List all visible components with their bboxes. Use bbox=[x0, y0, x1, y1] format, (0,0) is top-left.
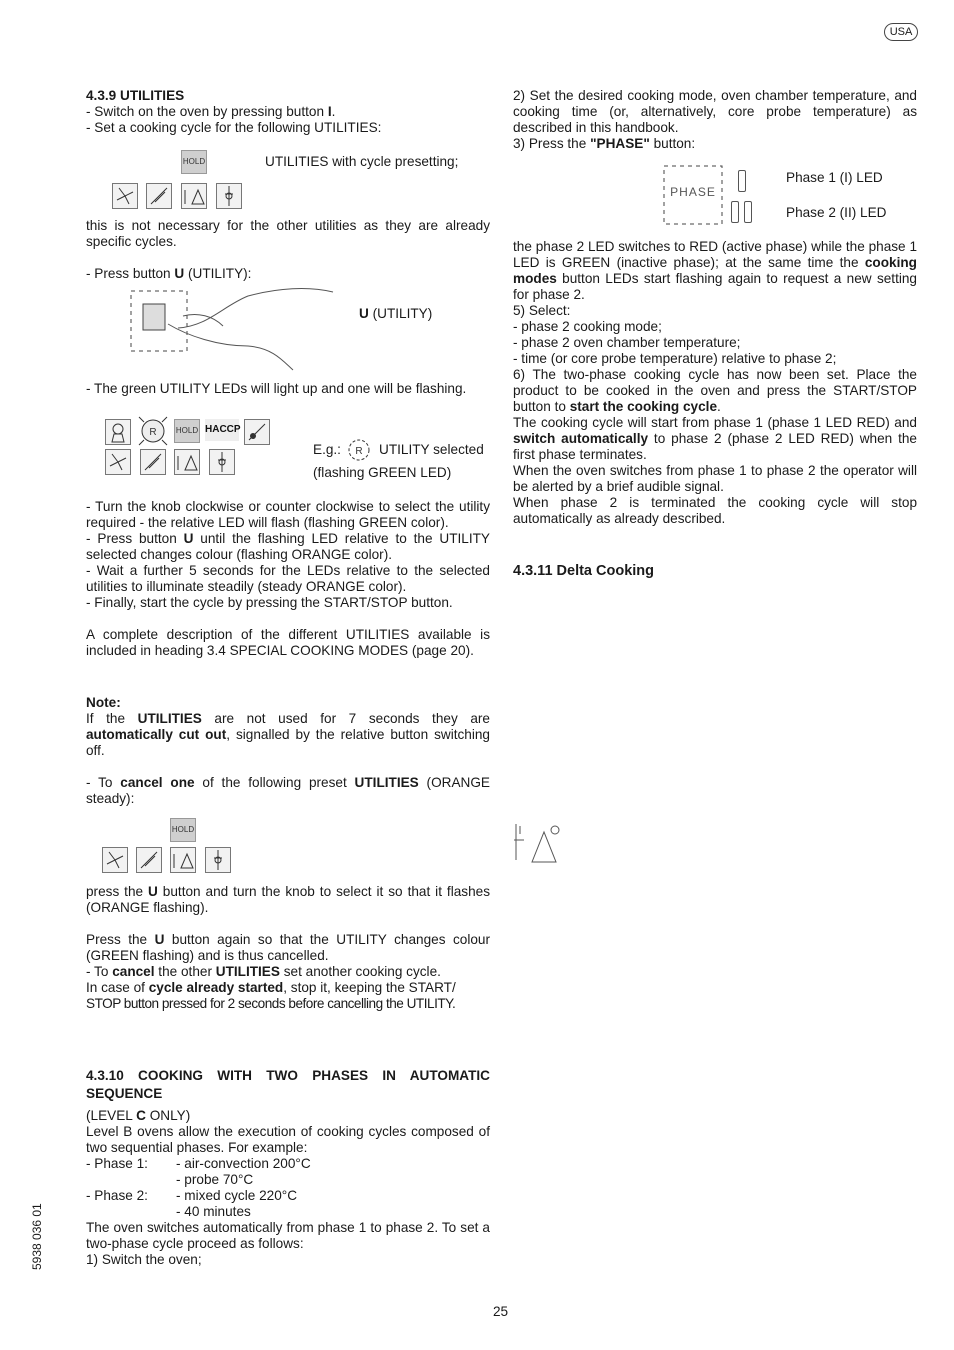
section-4-3-11-title: 4.3.11 Delta Cooking bbox=[513, 563, 655, 579]
paragraph: this is not necessary for the other utilities as they are already specific cycles. bbox=[86, 218, 490, 249]
paragraph: 2) Set the desired cooking mode, oven chamber temperature, and cooking time (or, alternatively, core probe temperature) as described in this handbook. bbox=[513, 88, 917, 135]
paragraph: - Switch on the oven by pressing button I. bbox=[86, 104, 336, 119]
svg-text:R: R bbox=[149, 427, 157, 438]
utility-button-icon bbox=[136, 414, 170, 448]
phase-button-label: PHASE bbox=[670, 185, 716, 199]
paragraph: - To cancel the other UTILITIES set another cooking cycle. bbox=[86, 964, 441, 979]
delta-icon bbox=[170, 847, 196, 873]
phase-2-value: - 40 minutes bbox=[176, 1204, 251, 1219]
haccp-button: HACCP bbox=[205, 419, 239, 441]
fan-icon bbox=[105, 449, 131, 475]
svg-text:R: R bbox=[355, 446, 363, 457]
paragraph: - Press button U (UTILITY): bbox=[86, 266, 252, 281]
section-4-3-10-title: 4.3.10 COOKING WITH TWO PHASES IN AUTOMATIC SEQUENCE bbox=[86, 1068, 490, 1101]
phase-1-led bbox=[738, 170, 746, 192]
cleaning-icon bbox=[244, 419, 270, 445]
figure-caption: UTILITY selected bbox=[379, 442, 484, 457]
phase-2-led-b bbox=[744, 201, 752, 223]
phase-1-value: - air-convection 200°C bbox=[176, 1156, 311, 1171]
paragraph: When the oven switches from phase 1 to phase 2 the operator will be alerted by a brief audible signal. bbox=[513, 463, 917, 494]
hold-button: HOLD bbox=[170, 818, 196, 842]
list-item: - phase 2 oven chamber temperature; bbox=[513, 335, 741, 350]
document-number: 5938 036 01 bbox=[30, 1203, 44, 1270]
delta-cooking-icon bbox=[512, 820, 562, 866]
paragraph: A complete description of the different UTILITIES available is included in heading 3.4 SPECIAL COOKING MODES (page 20). bbox=[86, 627, 490, 658]
paragraph: - To cancel one of the following preset UTILITIES (ORANGE steady): bbox=[86, 775, 491, 806]
paragraph: - Turn the knob clockwise or counter clockwise to select the utility required - the relative LED will flash (flashing GREEN color). bbox=[86, 499, 490, 530]
probe-icon bbox=[205, 847, 231, 873]
figure-caption: U (UTILITY) bbox=[359, 306, 433, 321]
phase-2-value: - mixed cycle 220°C bbox=[176, 1188, 298, 1203]
figure-caption: (flashing GREEN LED) bbox=[313, 465, 452, 480]
section-4-3-9-title: 4.3.9 UTILITIES bbox=[86, 88, 185, 103]
region-badge: USA bbox=[884, 23, 918, 41]
list-item: - time (or core probe temperature) relative to phase 2; bbox=[513, 351, 837, 366]
hold-button: HOLD bbox=[174, 419, 200, 443]
hold-button: HOLD bbox=[181, 150, 207, 174]
paragraph: 3) Press the "PHASE" button: bbox=[513, 136, 696, 151]
paragraph: 5) Select: bbox=[513, 303, 571, 318]
phase-2-led-a bbox=[731, 201, 739, 223]
paragraph: the phase 2 LED switches to RED (active phase) while the phase 1 LED is GREEN (inactive phase); at the same time the cooking modes button LEDs start flashing again to request a new setting for phase 2. bbox=[513, 239, 917, 302]
mixed-cycle-icon bbox=[136, 847, 162, 873]
probe-icon bbox=[209, 449, 235, 475]
mixed-cycle-icon bbox=[146, 183, 172, 209]
paragraph: Press the U button again so that the UTILITY changes colour (GREEN flashing) and is thus cancelled. bbox=[86, 932, 491, 963]
paragraph: 1) Switch the oven; bbox=[86, 1252, 202, 1267]
paragraph: - Wait a further 5 seconds for the LEDs relative to the selected utilities to illuminate steadily (steady ORANGE color). bbox=[86, 563, 490, 594]
paragraph: press the U button and turn the knob to select it so that it flashes (ORANGE flashing). bbox=[86, 884, 490, 915]
paragraph: - The green UTILITY LEDs will light up and one will be flashing. bbox=[86, 381, 467, 396]
paragraph: - Press button U until the flashing LED relative to the UTILITY selected changes colour (flashing ORANGE color). bbox=[86, 531, 490, 562]
phase-2-led-label: Phase 2 (II) LED bbox=[786, 205, 887, 220]
figure-caption: UTILITIES with cycle presetting; bbox=[265, 154, 459, 169]
phase-2-label: - Phase 2: bbox=[86, 1188, 148, 1203]
paragraph: In case of cycle already started, stop it, keeping the START/ bbox=[86, 980, 456, 995]
utility-selected-icon bbox=[343, 434, 375, 466]
paragraph: STOP button pressed for 2 seconds before cancelling the UTILITY. bbox=[86, 996, 456, 1011]
paragraph: Level B ovens allow the execution of cooking cycles composed of two sequential phases. For example: bbox=[86, 1124, 490, 1155]
list-item: - phase 2 cooking mode; bbox=[513, 319, 662, 334]
fan-icon bbox=[102, 847, 128, 873]
probe-icon bbox=[216, 183, 242, 209]
chef-icon bbox=[105, 419, 131, 445]
paragraph: When phase 2 is terminated the cooking cycle will stop automatically as already described. bbox=[513, 495, 917, 526]
delta-icon bbox=[181, 183, 207, 209]
paragraph: The oven switches automatically from phase 1 to phase 2. To set a two-phase cycle proceed as follows: bbox=[86, 1220, 490, 1251]
mixed-cycle-icon bbox=[140, 449, 166, 475]
delta-icon bbox=[174, 449, 200, 475]
example-label: E.g.: bbox=[313, 442, 341, 457]
paragraph: - Finally, start the cycle by pressing the START/STOP button. bbox=[86, 595, 453, 610]
paragraph: If the UTILITIES are not used for 7 seconds they are automatically cut out, signalled by the relative button switching off. bbox=[86, 711, 490, 758]
phase-1-label: - Phase 1: bbox=[86, 1156, 148, 1171]
phase-1-value: - probe 70°C bbox=[176, 1172, 254, 1187]
paragraph: The cooking cycle will start from phase 1 (phase 1 LED RED) and switch automatically to phase 2 (phase 2 LED RED) when the first phase terminates. bbox=[513, 415, 917, 462]
fan-icon bbox=[112, 183, 138, 209]
utility-button-press-illustration bbox=[128, 286, 338, 372]
phase-1-led-label: Phase 1 (I) LED bbox=[786, 170, 883, 185]
paragraph: - Set a cooking cycle for the following UTILITIES: bbox=[86, 120, 382, 135]
note-title: Note: bbox=[86, 695, 121, 710]
paragraph: (LEVEL C ONLY) bbox=[86, 1108, 191, 1123]
paragraph: 6) The two-phase cooking cycle has now been set. Place the product to be cooked in the oven and press the START/STOP button to start the cooking cycle. bbox=[513, 367, 917, 414]
page-number: 25 bbox=[493, 1304, 509, 1319]
